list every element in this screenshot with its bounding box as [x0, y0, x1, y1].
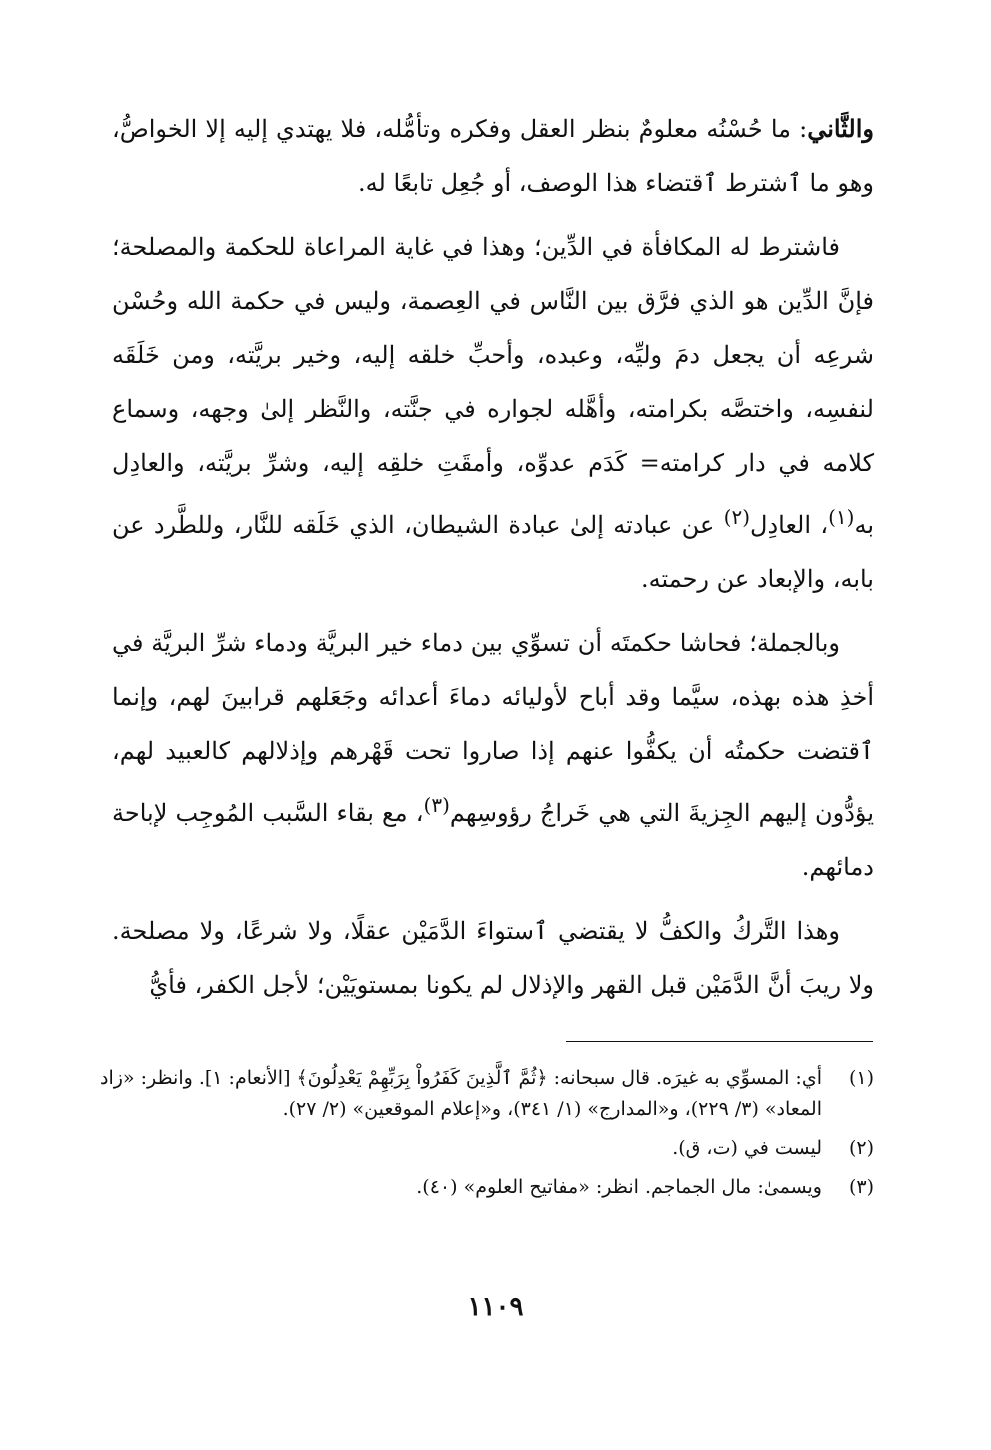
footnote-3 — [100, 1172, 874, 1203]
footnote-text: ويسمىٰ: مال الجماجم. انظر: «مفاتيح العلوم» (٤٠). — [416, 1176, 822, 1198]
footnote-number: (٣) — [848, 1176, 874, 1198]
paragraph-1 — [112, 102, 874, 210]
paragraph-lead-word: والثَّاني — [807, 114, 874, 143]
paragraph-2 — [112, 220, 874, 606]
paragraph-2-text-a: فاشترط له المكافأة في الدِّين؛ وهذا في غاية المراعاة للحكمة والمصلحة؛ فإنَّ الدِّين هو الذي فرَّق بين النَّاس في العِصمة، وليس في حكمة الله وحُسْن شرعِه أن يجعل دمَ وليِّه، وعبده، وأحبِّ خلقه إليه، وخير بريَّته، ومن خَلَقَه لنفسِه، واختصَّه بكرامته، وأهَّله لجواره في جنَّته، والنَّظر إلىٰ وجهه، وسماع كلامه في دار كرامته= كَدَم عدوِّه، وأمقَتِ خلقِه إليه، وشرِّ بريَّته، والعادِل به — [112, 233, 875, 539]
footnote-ref-1: (١) — [828, 505, 855, 529]
footnote-ref-2: (٢) — [723, 505, 750, 529]
paragraph-3 — [112, 616, 874, 894]
page-number: ١١٠٩ — [467, 1292, 524, 1322]
footnote-separator — [566, 1041, 873, 1042]
main-text-block — [112, 102, 874, 1022]
paragraph-4: وهذا التَّركُ والكفُّ لا يقتضي ٱستواءَ الدَّمَيْن عقلًا، ولا شرعًا، ولا مصلحة. ولا ريبَ أنَّ الدَّمَيْن قبل القهر والإذلال لم يكونا بمستويَيْن؛ لأجل الكفر، فأيُّ — [112, 917, 874, 999]
footnote-2 — [100, 1133, 874, 1164]
footnote-1 — [100, 1063, 874, 1125]
paragraph-3-text-a: وبالجملة؛ فحاشا حكمتَه أن تسوِّي بين دماء خير البريَّة ودماء شرِّ البريَّة في أخذِ هذه بهذه، سيَّما وقد أباح لأوليائه دماءَ أعدائه وجَعَلهم قرابينَ لهم، وإنما ٱقتضت حكمتُه أن يكفُّوا عنهم إذا صاروا تحت قَهْرهم وإذلالهم كالعبيد لهم، يؤدُّون إليهم الجِزيةَ التي هي خَراجُ رؤوسِهم — [112, 629, 874, 827]
paragraph-3-text-b: ، مع بقاء السَّبب المُوجِب لإباحة دمائهم. — [112, 799, 874, 881]
footnote-number: (٢) — [848, 1137, 874, 1159]
footnote-text: أي: المسوِّي به غيرَه. قال سبحانه: ﴿ثُمَّ ٱلَّذِينَ كَفَرُواْ بِرَبِّهِمْ يَعْدِلُونَ﴾ [الأنعام: ١]. وانظر: «زاد المعاد» (٣/ ٢٢٩)، و«المدارج» (١/ ٣٤١)، و«إعلام الموقعين» (٢/ ٢٧). — [100, 1067, 822, 1120]
paragraph-1-text: : ما حُسْنُه معلومٌ بنظر العقل وفكره وتأمُّله، فلا يهتدي إليه إلا الخواصُّ، وهو ما ٱشترط ٱقتضاء هذا الوصف، أو جُعِل تابعًا له. — [112, 115, 874, 197]
footnote-ref-3: (٣) — [423, 793, 450, 817]
footnote-number: (١) — [848, 1067, 874, 1089]
paragraph-2-text-b: ، العادِل — [750, 511, 829, 539]
footnote-text: ليست في (ت، ق). — [672, 1137, 822, 1159]
footnotes — [100, 1063, 874, 1211]
paragraph-2-text-c: عن عبادته إلىٰ عبادة الشيطان، الذي خَلَقه للنَّار، وللطَّرد عن بابه، والإبعاد عن رحمته. — [112, 511, 874, 593]
